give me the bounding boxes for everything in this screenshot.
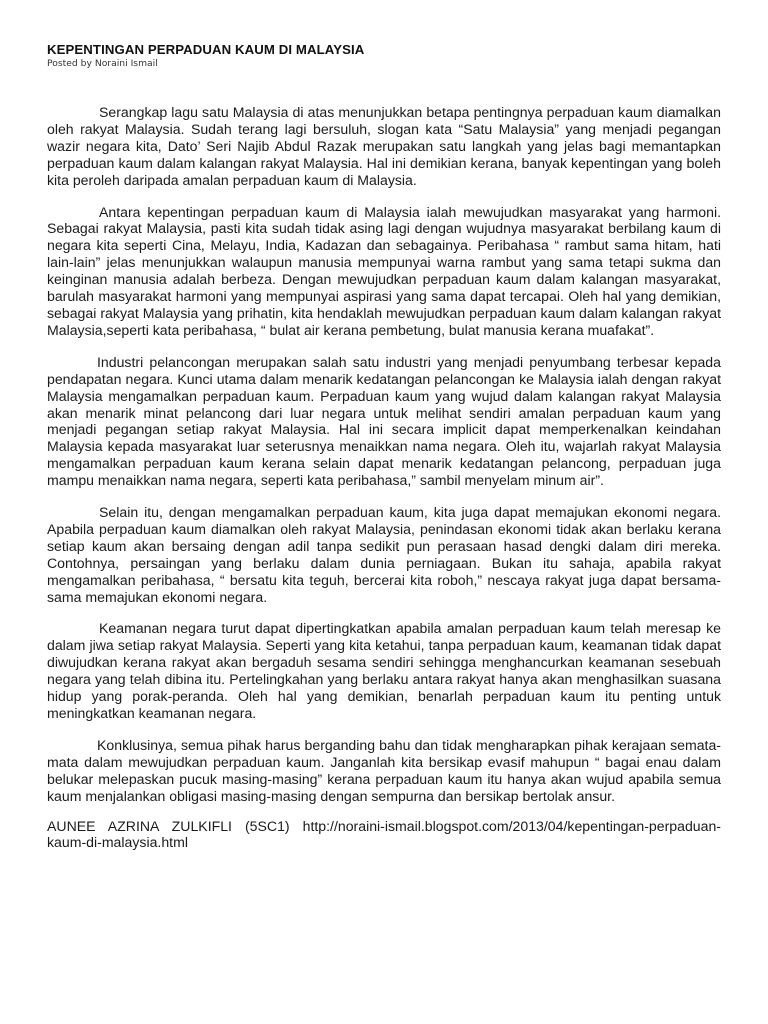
source-credit: AUNEE AZRINA ZULKIFLI (5SC1) http://noraini-ismail.blogspot.com/2013/04/kepentingan-perpaduan-kaum-di-malaysia.html xyxy=(47,817,721,851)
author-byline: Posted by Noraini Ismail xyxy=(47,58,158,69)
paragraph-tourism: Industri pelancongan merupakan salah satu industri yang menjadi penyumbang terbesar kepada pendapatan negara. Kunci utama dalam menarik kedatangan pelancongan ke Malaysia ialah dengan rakyat Malaysia mengamalkan perpaduan kaum. Perpaduan kaum yang wujud dalam kalangan rakyat Malaysia akan menarik minat pelancong dari luar negara untuk melihat sendiri amalan perpaduan kaum yang menjadi pegangan setiap rakyat Malaysia. Hal ini secara implicit dapat memperkenalkan keindahan Malaysia kepada masyarakat luar seterusnya menaikkan nama negara. Oleh itu, wajarlah rakyat Malaysia mengamalkan perpaduan kaum kerana selain dapat menarik kedatangan pelancong, perpaduan juga mampu menaikkan nama negara, seperti kata peribahasa,” sambil menyelam minum air”. xyxy=(47,353,721,489)
paragraph-introduction: Serangkap lagu satu Malaysia di atas menunjukkan betapa pentingnya perpaduan kaum diamalkan oleh rakyat Malaysia. Sudah terang lagi bersuluh, slogan kata “Satu Malaysia” yang menjadi pegangan wazir negara kita, Dato’ Seri Najib Abdul Razak merupakan satu langkah yang jelas bagi memantapkan perpaduan kaum dalam kalangan rakyat Malaysia. Hal ini demikian kerana, banyak kepentingan yang boleh kita peroleh daripada amalan perpaduan kaum di Malaysia. xyxy=(47,104,721,188)
document-title: KEPENTINGAN PERPADUAN KAUM DI MALAYSIA xyxy=(47,42,365,57)
paragraph-conclusion: Konklusinya, semua pihak harus berganding bahu dan tidak mengharapkan pihak kerajaan semata-mata dalam mewujudkan perpaduan kaum. Janganlah kita bersikap evasif mahupun “ bagai enau dalam belukar melepaskan pucuk masing-masing” kerana perpaduan kaum itu hanya akan wujud apabila semua kaum menjalankan obligasi masing-masing dengan sempurna dan bersikap bertolak ansur. xyxy=(47,736,721,804)
paragraph-harmony: Antara kepentingan perpaduan kaum di Malaysia ialah mewujudkan masyarakat yang harmoni. Sebagai rakyat Malaysia, pasti kita sudah tidak asing lagi dengan wujudnya masyarakat berbilang kaum di negara kita seperti Cina, Melayu, India, Kadazan dan sebagainya. Peribahasa “ rambut sama hitam, hati lain-lain” jelas menunjukkan walaupun manusia mempunyai warna rambut yang sama tetapi sukma dan keinginan manusia adalah berbeza. Dengan mewujudkan perpaduan kaum dalam kalangan masyarakat, barulah masyarakat harmoni yang mempunyai aspirasi yang sama dapat tercapai. Oleh hal yang demikian, sebagai rakyat Malaysia yang prihatin, kita hendaklah mewujudkan perpaduan kaum dalam kalangan rakyat Malaysia,seperti kata peribahasa, “ bulat air kerana pembetung, bulat manusia kerana muafakat”. xyxy=(47,203,721,338)
paragraph-economy: Selain itu, dengan mengamalkan perpaduan kaum, kita juga dapat memajukan ekonomi negara. Apabila perpaduan kaum diamalkan oleh rakyat Malaysia, penindasan ekonomi tidak akan berlaku kerana setiap kaum akan bersaing dengan adil tanpa sedikit pun perasaan hasad dengki dalam diri mereka. Contohnya, persaingan yang berlaku dalam dunia perniagaan. Bukan itu sahaja, apabila rakyat mengamalkan peribahasa, “ bersatu kita teguh, bercerai kita roboh,” nescaya rakyat juga dapat bersama-sama memajukan ekonomi negara. xyxy=(47,504,721,605)
paragraph-security: Keamanan negara turut dapat dipertingkatkan apabila amalan perpaduan kaum telah meresap ke dalam jiwa setiap rakyat Malaysia. Seperti yang kita ketahui, tanpa perpaduan kaum, keamanan tidak dapat diwujudkan kerana rakyat akan bergaduh sesama sendiri sehingga menghancurkan keamanan sesebuah negara yang telah dibina itu. Pertelingkahan yang berlaku antara rakyat hanya akan menghasilkan suasana hidup yang porak-peranda. Oleh hal yang demikian, benarlah perpaduan kaum itu penting untuk meningkatkan keamanan negara. xyxy=(47,620,721,721)
